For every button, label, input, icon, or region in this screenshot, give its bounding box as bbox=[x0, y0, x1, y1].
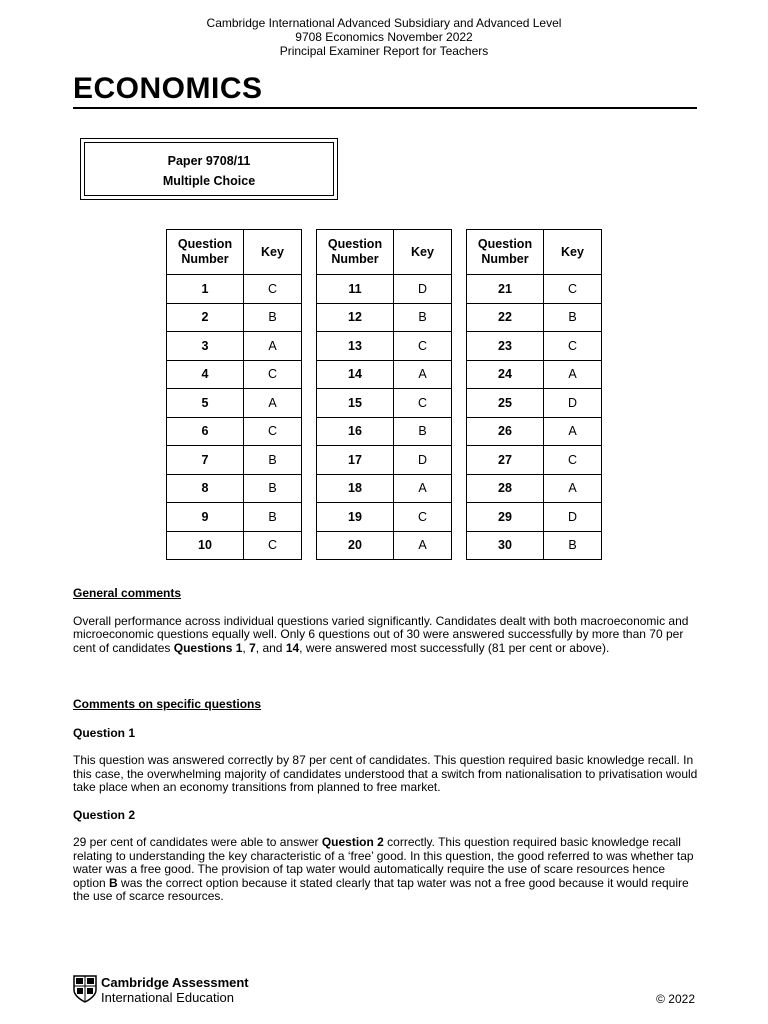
question-number-cell: 1 bbox=[167, 275, 244, 304]
logo-text bbox=[101, 975, 249, 1005]
table-row bbox=[167, 389, 302, 418]
key-cell: C bbox=[394, 503, 452, 532]
paper-info-box bbox=[80, 138, 338, 200]
header-line-3: Principal Examiner Report for Teachers bbox=[279, 44, 489, 58]
question-number-cell: 19 bbox=[317, 503, 394, 532]
question-number-cell: 6 bbox=[167, 417, 244, 446]
paper-code: Paper 9708/11 bbox=[167, 154, 251, 168]
table-row bbox=[167, 275, 302, 304]
text-span: , and bbox=[255, 640, 286, 655]
question-number-cell: 25 bbox=[467, 389, 544, 418]
question-number-cell: 3 bbox=[167, 332, 244, 361]
question-number-cell: 4 bbox=[167, 360, 244, 389]
key-cell: A bbox=[244, 332, 302, 361]
table-row bbox=[167, 303, 302, 332]
question-number-cell: 14 bbox=[317, 360, 394, 389]
key-cell: B bbox=[244, 474, 302, 503]
key-cell: C bbox=[244, 275, 302, 304]
key-cell: C bbox=[394, 389, 452, 418]
key-cell: C bbox=[544, 275, 602, 304]
key-cell: C bbox=[544, 332, 602, 361]
key-cell: C bbox=[244, 531, 302, 560]
key-cell: A bbox=[544, 360, 602, 389]
question-number-cell: 15 bbox=[317, 389, 394, 418]
key-cell: C bbox=[544, 446, 602, 475]
key-cell: B bbox=[394, 303, 452, 332]
key-header: Key bbox=[544, 230, 602, 275]
question-number-cell: 5 bbox=[167, 389, 244, 418]
bold-span: 7 bbox=[249, 640, 256, 655]
question-number-cell: 20 bbox=[317, 531, 394, 560]
bold-span: B bbox=[109, 875, 118, 890]
question-number-cell: 10 bbox=[167, 531, 244, 560]
text-span: , were answered most successfully (81 per cent or above). bbox=[299, 640, 610, 655]
paper-type: Multiple Choice bbox=[162, 174, 256, 188]
table-row bbox=[317, 474, 452, 503]
table-row bbox=[467, 417, 602, 446]
key-cell: A bbox=[544, 474, 602, 503]
question-number-cell: 9 bbox=[167, 503, 244, 532]
question-number-cell: 28 bbox=[467, 474, 544, 503]
question-number-cell: 24 bbox=[467, 360, 544, 389]
text-span: correctly. This question required basic knowledge recall relating to understanding the key characteristic of a ‘free’ good. In this question, the good referred to was whether tap water was a free good. The provision of tap water would automatically require the use of scare resources hence option bbox=[73, 835, 694, 890]
table-row bbox=[467, 332, 602, 361]
key-cell: A bbox=[244, 389, 302, 418]
question-1-text: This question was answered correctly by 87 per cent of candidates. This question required basic knowledge recall. In this case, the overwhelming majority of candidates understood that a switch from nationalisation to privatisation would take place when an economy transitions from planned to free market. bbox=[73, 753, 698, 794]
table-row bbox=[167, 531, 302, 560]
header-line-2: 9708 Economics November 2022 bbox=[295, 30, 473, 44]
key-cell: A bbox=[394, 474, 452, 503]
key-cell: B bbox=[244, 503, 302, 532]
text-span: , bbox=[242, 640, 250, 655]
table-row bbox=[317, 503, 452, 532]
question-number-cell: 21 bbox=[467, 275, 544, 304]
header-line-1: Cambridge International Advanced Subsidiary and Advanced Level bbox=[206, 16, 562, 30]
key-cell: C bbox=[244, 360, 302, 389]
question-number-cell: 16 bbox=[317, 417, 394, 446]
shield-icon bbox=[73, 975, 97, 1003]
table-row bbox=[167, 474, 302, 503]
table-row bbox=[467, 503, 602, 532]
text-span: Overall performance across individual questions varied significantly. Candidates dealt with both macroeconomic and microeconomic questions equally well. Only 6 questions out of 30 were answered successfully by more than 70 per cent of candidates bbox=[73, 613, 689, 655]
table-row bbox=[167, 503, 302, 532]
table-row bbox=[317, 303, 452, 332]
table-row bbox=[467, 446, 602, 475]
general-comments-heading: General comments bbox=[73, 586, 182, 600]
table-header-row bbox=[167, 230, 302, 275]
cambridge-logo bbox=[73, 975, 249, 1005]
key-cell: C bbox=[244, 417, 302, 446]
table-row bbox=[317, 389, 452, 418]
table-row bbox=[467, 360, 602, 389]
table-row bbox=[317, 446, 452, 475]
key-cell: A bbox=[544, 417, 602, 446]
table-header-row bbox=[467, 230, 602, 275]
key-cell: B bbox=[244, 446, 302, 475]
table-header-row bbox=[317, 230, 452, 275]
table-row bbox=[467, 474, 602, 503]
question-number-cell: 18 bbox=[317, 474, 394, 503]
table-row bbox=[467, 303, 602, 332]
general-comments-section bbox=[73, 587, 699, 655]
question-number-cell: 12 bbox=[317, 303, 394, 332]
key-header: Key bbox=[394, 230, 452, 275]
question-number-cell: 13 bbox=[317, 332, 394, 361]
table-row bbox=[317, 360, 452, 389]
question-number-header: Question Number bbox=[167, 230, 244, 275]
question-2-heading: Question 2 bbox=[73, 807, 136, 822]
key-cell: B bbox=[394, 417, 452, 446]
question-number-cell: 11 bbox=[317, 275, 394, 304]
question-number-cell: 22 bbox=[467, 303, 544, 332]
report-header bbox=[0, 16, 768, 58]
key-cell: D bbox=[544, 389, 602, 418]
specific-comments-heading: Comments on specific questions bbox=[73, 697, 262, 711]
key-cell: A bbox=[394, 531, 452, 560]
key-cell: B bbox=[544, 531, 602, 560]
answer-key-table-3 bbox=[466, 229, 602, 560]
text-span: 29 per cent of candidates were able to answer bbox=[73, 835, 322, 849]
table-row bbox=[317, 531, 452, 560]
table-row bbox=[167, 446, 302, 475]
table-row bbox=[317, 275, 452, 304]
table-row bbox=[317, 417, 452, 446]
table-row bbox=[467, 275, 602, 304]
page-title: ECONOMICS bbox=[73, 72, 263, 105]
copyright: © 2022 bbox=[656, 992, 695, 1006]
bold-span: Questions 1 bbox=[173, 640, 243, 655]
table-row bbox=[317, 332, 452, 361]
table-row bbox=[467, 531, 602, 560]
key-cell: B bbox=[244, 303, 302, 332]
table-row bbox=[167, 332, 302, 361]
question-1-heading: Question 1 bbox=[73, 725, 136, 740]
table-row bbox=[167, 417, 302, 446]
title-rule bbox=[73, 107, 697, 109]
question-number-header: Question Number bbox=[467, 230, 544, 275]
question-number-cell: 26 bbox=[467, 417, 544, 446]
key-cell: A bbox=[394, 360, 452, 389]
question-number-cell: 2 bbox=[167, 303, 244, 332]
key-header: Key bbox=[244, 230, 302, 275]
general-comments-paragraph bbox=[73, 615, 699, 656]
key-cell: B bbox=[544, 303, 602, 332]
bold-span: 14 bbox=[285, 640, 300, 655]
question-number-cell: 17 bbox=[317, 446, 394, 475]
logo-line-2: International Education bbox=[101, 990, 234, 1005]
specific-comments-section bbox=[73, 698, 699, 904]
question-number-header: Question Number bbox=[317, 230, 394, 275]
question-number-cell: 7 bbox=[167, 446, 244, 475]
paper-info-inner bbox=[84, 142, 334, 196]
answer-key-table-2 bbox=[316, 229, 452, 560]
question-number-cell: 23 bbox=[467, 332, 544, 361]
answer-key-table-1 bbox=[166, 229, 302, 560]
key-cell: D bbox=[394, 275, 452, 304]
logo-line-1: Cambridge Assessment bbox=[101, 975, 249, 990]
question-number-cell: 30 bbox=[467, 531, 544, 560]
table-row bbox=[467, 389, 602, 418]
question-number-cell: 8 bbox=[167, 474, 244, 503]
question-number-cell: 27 bbox=[467, 446, 544, 475]
key-cell: D bbox=[544, 503, 602, 532]
question-2-text bbox=[73, 836, 699, 904]
table-row bbox=[167, 360, 302, 389]
key-cell: D bbox=[394, 446, 452, 475]
bold-span: Question 2 bbox=[321, 835, 384, 849]
text-span: was the correct option because it stated clearly that tap water was not a free good because it would require the use of scarce resources. bbox=[73, 875, 689, 903]
key-cell: C bbox=[394, 332, 452, 361]
question-number-cell: 29 bbox=[467, 503, 544, 532]
